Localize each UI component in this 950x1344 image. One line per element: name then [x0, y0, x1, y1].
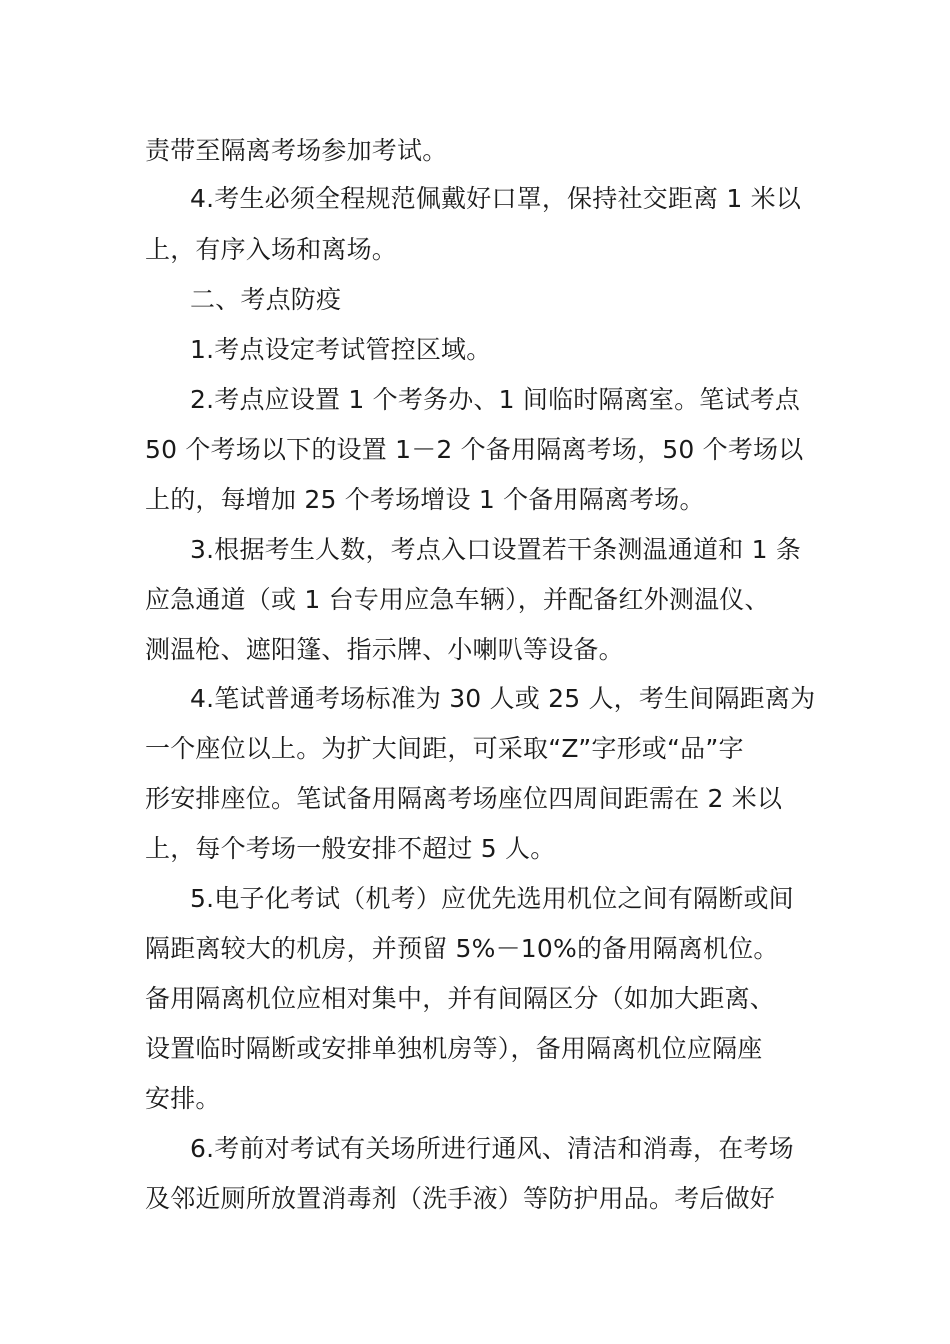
paragraph-4-start: 4.考生必须全程规范佩戴好口罩，保持社交距离 1 米以: [190, 184, 802, 213]
text-line: 责带至隔离考场参加考试。: [145, 136, 448, 165]
text-line: 形安排座位。笔试备用隔离考场座位四周间距需在 2 米以: [145, 784, 783, 813]
text-line: 备用隔离机位应相对集中，并有间隔区分（如加大距离、: [145, 984, 776, 1013]
text-line: 隔距离较大的机房，并预留 5%－10%的备用隔离机位。: [145, 934, 779, 963]
paragraph-1: 1.考点设定考试管控区域。: [190, 335, 492, 364]
text-line: 安排。: [145, 1084, 221, 1113]
text-line: 设置临时隔断或安排单独机房等），备用隔离机位应隔座: [145, 1034, 763, 1063]
paragraph-5-start: 5.电子化考试（机考）应优先选用机位之间有隔断或间: [190, 884, 794, 913]
text-line: 及邻近厕所放置消毒剂（洗手液）等防护用品。考后做好: [145, 1184, 776, 1213]
text-line: 测温枪、遮阳篷、指示牌、小喇叭等设备。: [145, 635, 624, 664]
text-line: 50 个考场以下的设置 1－2 个备用隔离考场，50 个考场以: [145, 435, 804, 464]
paragraph-6-start: 6.考前对考试有关场所进行通风、清洁和消毒，在考场: [190, 1134, 794, 1163]
paragraph-3-start: 3.根据考生人数，考点入口设置若干条测温通道和 1 条: [190, 535, 802, 564]
paragraph-2-start: 2.考点应设置 1 个考务办、1 间临时隔离室。笔试考点: [190, 385, 801, 414]
section-heading: 二、考点防疫: [190, 285, 342, 314]
text-line: 一个座位以上。为扩大间距，可采取“Z”字形或“品”字: [145, 734, 744, 763]
text-line: 上的，每增加 25 个考场增设 1 个备用隔离考场。: [145, 485, 705, 514]
text-line: 上，有序入场和离场。: [145, 235, 398, 264]
text-line: 应急通道（或 1 台专用应急车辆），并配备红外测温仪、: [145, 585, 770, 614]
text-line: 上，每个考场一般安排不超过 5 人。: [145, 834, 556, 863]
paragraph-4b-start: 4.笔试普通考场标准为 30 人或 25 人，考生间隔距离为: [190, 684, 816, 713]
